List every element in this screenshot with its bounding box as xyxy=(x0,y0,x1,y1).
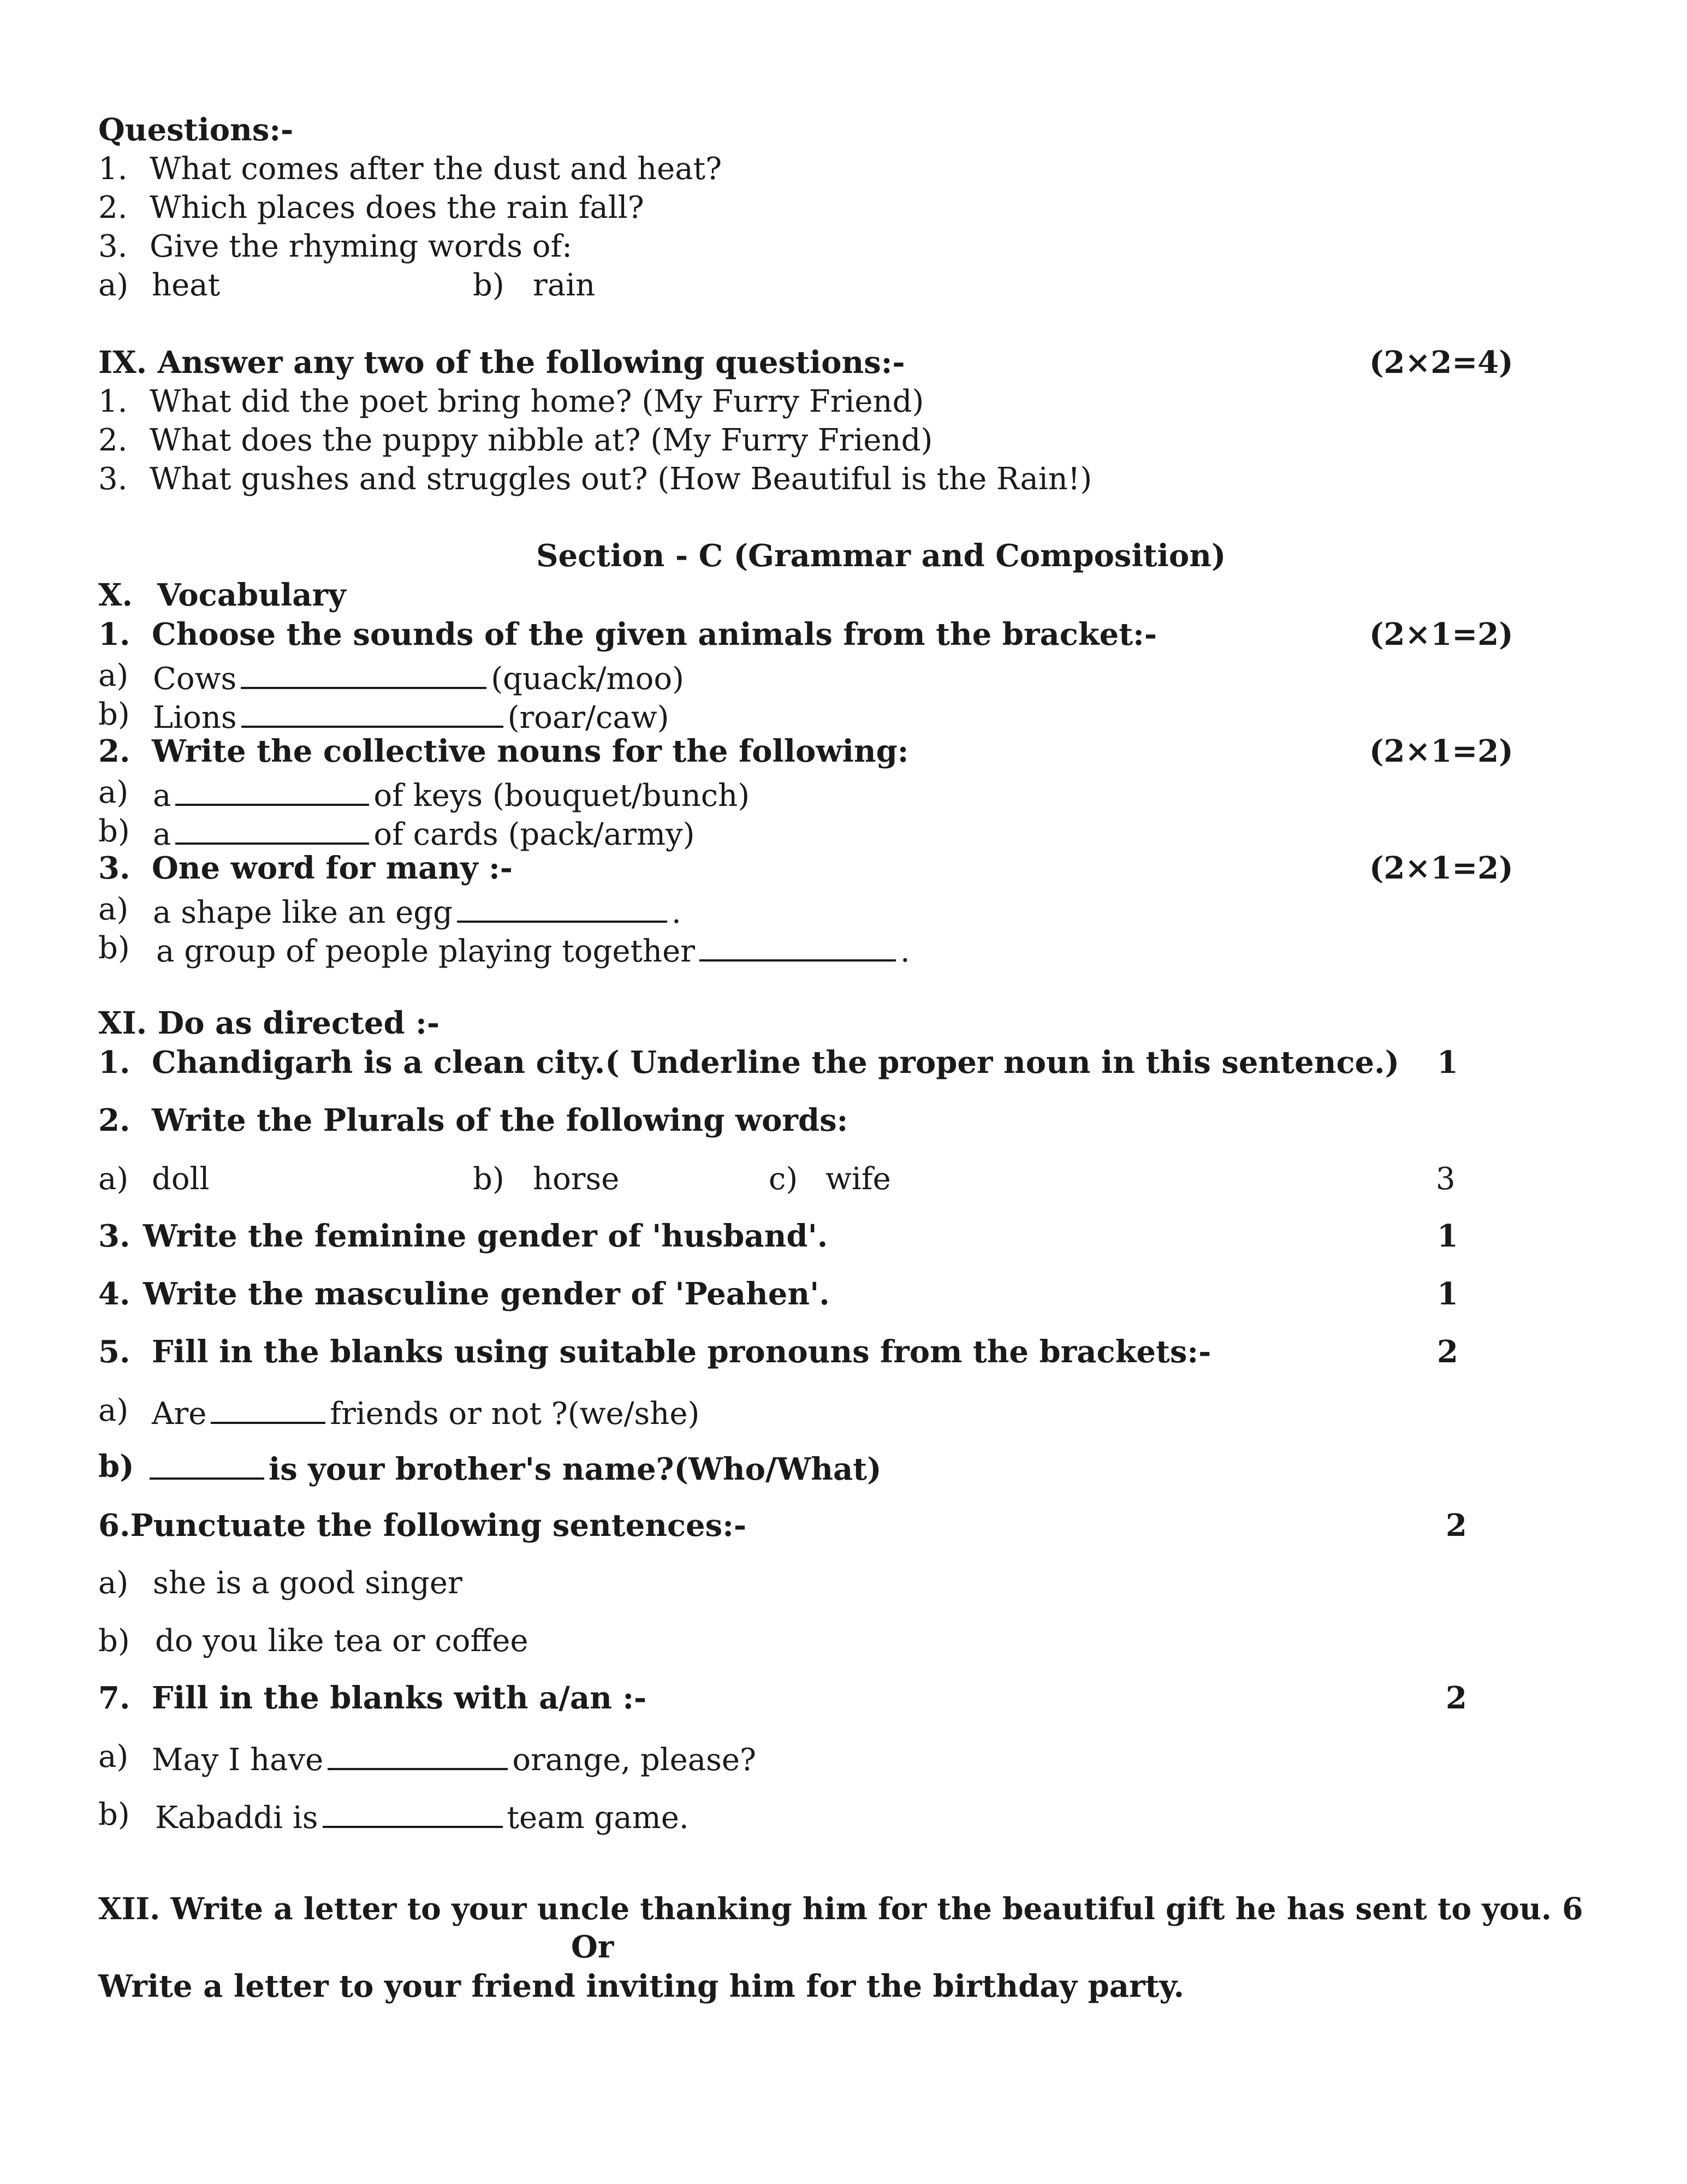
fill-line: Lions (roar/caw) xyxy=(153,700,669,735)
marks: (2×1=2) xyxy=(1369,850,1513,886)
question-text: One word for many :- xyxy=(152,850,513,886)
option-label: a) xyxy=(98,775,129,810)
fill-line: is your brother's name?(Who/What) xyxy=(150,1451,882,1485)
question-number: 3. xyxy=(98,850,130,886)
list-item-text: What gushes and struggles out? (How Beautiful is the Rain!) xyxy=(150,461,1092,497)
fill-line: a of keys (bouquet/bunch) xyxy=(153,778,750,814)
answer-blank[interactable] xyxy=(699,933,896,962)
list-item-number: 3. xyxy=(98,461,128,497)
marks: 2 xyxy=(1437,1334,1458,1370)
question-text: Write the Plurals of the following words: xyxy=(152,1102,848,1138)
section-xi-title: XI. Do as directed :- xyxy=(98,1005,440,1041)
option-label: b) xyxy=(473,1161,504,1197)
list-item-text: Which places does the rain fall? xyxy=(150,190,644,225)
question-number: 2. xyxy=(98,1102,130,1138)
option-label: a) xyxy=(98,1161,129,1197)
marks: (2×1=2) xyxy=(1369,733,1513,769)
answer-blank[interactable] xyxy=(457,894,667,923)
marks: 3 xyxy=(1436,1161,1456,1197)
option-text: rain xyxy=(533,268,596,303)
fill-line: a shape like an egg . xyxy=(153,895,681,930)
answer-blank[interactable] xyxy=(211,1396,325,1424)
option-label: b) xyxy=(98,1449,134,1485)
marks: 2 xyxy=(1446,1680,1467,1716)
section-x-number: X. xyxy=(98,577,133,613)
list-item-number: 2. xyxy=(98,423,128,458)
question-text: Choose the sounds of the given animals from the bracket:- xyxy=(152,616,1157,652)
fill-line: a of cards (pack/army) xyxy=(153,817,695,852)
list-item-number: 1. xyxy=(98,384,128,419)
list-item: 2. xyxy=(98,190,128,225)
answer-blank[interactable] xyxy=(241,699,503,728)
fill-line: Are friends or not ?(we/she) xyxy=(152,1396,700,1432)
option-label: a) xyxy=(98,1565,129,1601)
fill-line: a group of people playing together . xyxy=(156,934,910,969)
marks: (2×2=4) xyxy=(1369,345,1513,381)
questions-title: Questions:- xyxy=(98,112,294,148)
option-label: b) xyxy=(98,1797,130,1832)
section-c-title: Section - C (Grammar and Composition) xyxy=(536,538,1226,574)
marks: 2 xyxy=(1446,1508,1467,1544)
question-number: 2. xyxy=(98,733,130,769)
marks: 1 xyxy=(1437,1276,1458,1312)
answer-blank[interactable] xyxy=(175,816,369,845)
question-number: 5. xyxy=(98,1334,130,1370)
option-label: b) xyxy=(98,1623,130,1659)
option-text: do you like tea or coffee xyxy=(155,1623,528,1659)
list-item-text: What does the puppy nibble at? (My Furry Friend) xyxy=(150,423,933,458)
list-item: 1. xyxy=(98,151,128,187)
option-label: b) xyxy=(98,814,130,849)
answer-blank[interactable] xyxy=(323,1800,503,1828)
or-divider: Or xyxy=(571,1929,614,1965)
question-text: 6.Punctuate the following sentences:- xyxy=(98,1508,747,1544)
section-ix-title: IX. Answer any two of the following questions:- xyxy=(98,345,905,381)
option-text: doll xyxy=(152,1161,210,1197)
fill-line: Cows (quack/moo) xyxy=(153,661,684,697)
option-label: a) xyxy=(98,658,129,693)
option-label: a) xyxy=(98,1393,129,1428)
question-number: 3. xyxy=(98,1218,130,1254)
fill-line: Kabaddi is team game. xyxy=(155,1800,689,1836)
question-text: Chandigarh is a clean city.( Underline the proper noun in this sentence.) xyxy=(152,1044,1400,1081)
option-label: b) xyxy=(98,930,130,966)
question-text: Fill in the blanks with a/an :- xyxy=(152,1680,647,1716)
question-text: Write the feminine gender of 'husband'. xyxy=(143,1218,828,1254)
option-text: she is a good singer xyxy=(153,1565,462,1601)
marks: 1 xyxy=(1437,1044,1458,1081)
question-text: Fill in the blanks using suitable pronouns from the brackets:- xyxy=(152,1334,1211,1370)
marks: (2×1=2) xyxy=(1369,616,1513,652)
answer-blank[interactable] xyxy=(150,1451,264,1480)
question-number: 1. xyxy=(98,1044,130,1081)
question-text: Write the collective nouns for the following: xyxy=(152,733,909,769)
question-text: Write the masculine gender of 'Peahen'. xyxy=(143,1276,830,1312)
list-item: 3. xyxy=(98,229,128,264)
list-item-text: What comes after the dust and heat? xyxy=(150,151,722,187)
option-label: a) xyxy=(98,892,129,927)
option-label: b) xyxy=(98,697,130,732)
section-xii-question: XII. Write a letter to your uncle thanking him for the beautiful gift he has sent to you. 6 xyxy=(98,1891,1583,1926)
option-label: b) xyxy=(473,268,504,303)
fill-line: May I have orange, please? xyxy=(152,1742,757,1778)
question-number: 1. xyxy=(98,616,130,652)
option-text: heat xyxy=(152,268,221,303)
option-label: a) xyxy=(98,1739,129,1775)
answer-blank[interactable] xyxy=(175,778,369,806)
option-text: wife xyxy=(825,1161,891,1197)
answer-blank[interactable] xyxy=(241,661,486,689)
list-item-text: What did the poet bring home? (My Furry Friend) xyxy=(150,384,924,419)
marks: 1 xyxy=(1437,1218,1458,1254)
section-x-title: Vocabulary xyxy=(157,577,346,613)
question-number: 4. xyxy=(98,1276,130,1312)
question-number: 7. xyxy=(98,1680,130,1716)
list-item-text: Give the rhyming words of: xyxy=(150,229,573,264)
option-text: horse xyxy=(533,1161,620,1197)
option-label: a) xyxy=(98,268,129,303)
section-xii-alternative: Write a letter to your friend inviting him for the birthday party. xyxy=(98,1968,1184,2004)
option-label: c) xyxy=(769,1161,798,1197)
answer-blank[interactable] xyxy=(328,1742,508,1770)
